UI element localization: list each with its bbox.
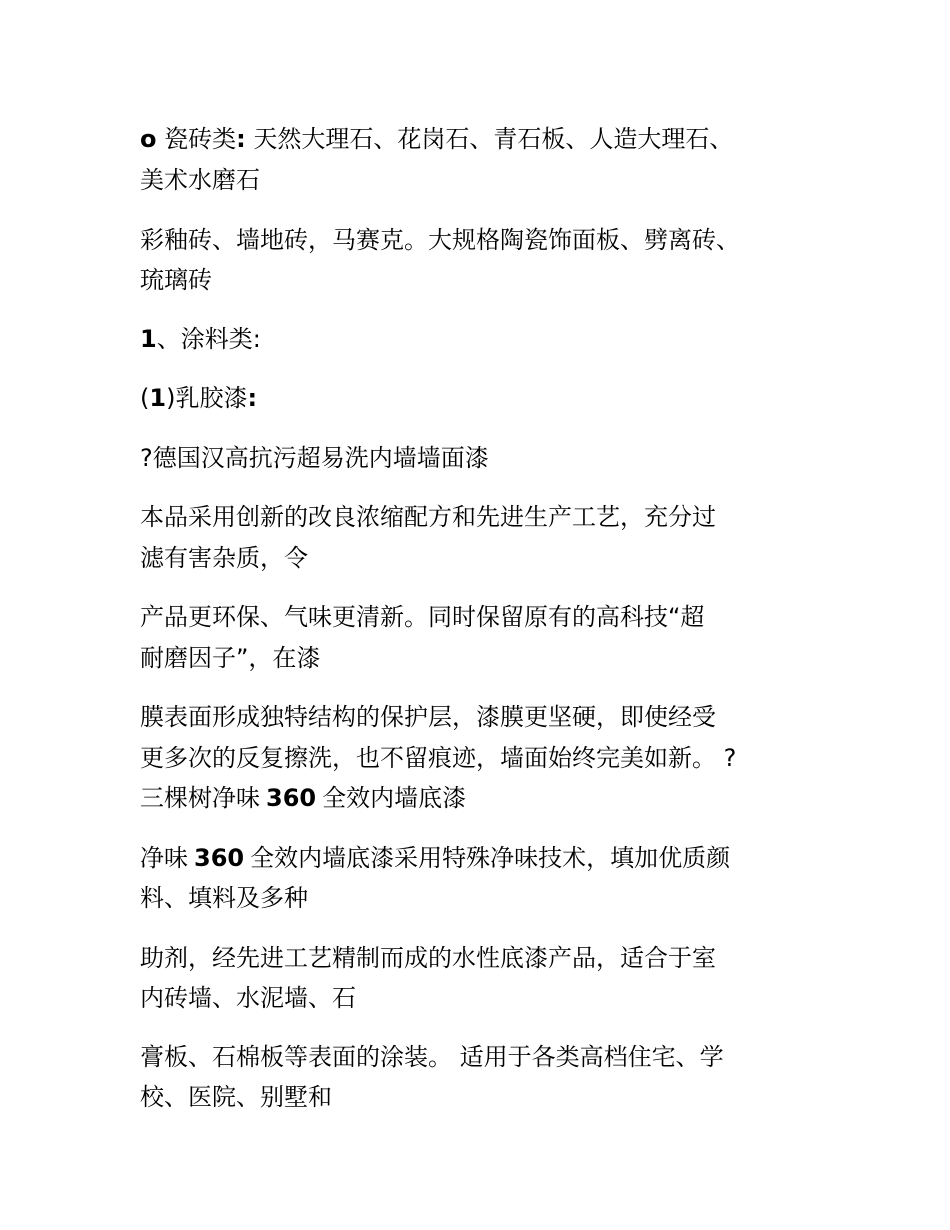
text-line: 净味 360 全效内墙底漆采用特殊净味技术，填加优质颜: [140, 844, 731, 872]
section-heading: 1、涂料类:: [140, 325, 261, 353]
text-line: 滤有害杂质，令: [140, 544, 308, 572]
text-line: 彩釉砖、墙地砖，马赛克。大规格陶瓷饰面板、劈离砖、: [140, 226, 740, 254]
text-line: 膏板、石棉板等表面的涂装。 适用于各类高档住宅、学: [140, 1043, 724, 1071]
text-line: 内砖墙、水泥墙、石: [140, 984, 356, 1012]
text-line: 美术水磨石: [140, 166, 260, 194]
subsection-heading: (1)乳胶漆:: [140, 384, 258, 412]
text-line: 更多次的反复擦洗，也不留痕迹，墙面始终完美如新。 ?: [140, 744, 737, 772]
text-line: 料、填料及多种: [140, 884, 308, 912]
text-line: 耐磨因子”，在漆: [140, 644, 321, 672]
product-title: ?德国汉高抗污超易洗内墙墙面漆: [140, 444, 489, 472]
text-line: 膜表面形成独特结构的保护层，漆膜更坚硬，即使经受: [140, 703, 716, 731]
product-title: 三棵树净味 360 全效内墙底漆: [140, 784, 467, 812]
text-line: 本品采用创新的改良浓缩配方和先进生产工艺，充分过: [140, 503, 716, 531]
text-line: o 瓷砖类: 天然大理石、花岗石、青石板、人造大理石、: [140, 125, 734, 153]
bullet-marker: o: [140, 125, 157, 153]
text-line: 琉璃砖: [140, 266, 212, 294]
text-line: 校、医院、别墅和: [140, 1083, 332, 1111]
text-line: 助剂，经先进工艺精制而成的水性底漆产品，适合于室: [140, 944, 716, 972]
text-line: 产品更环保、气味更清新。同时保留原有的高科技“超: [140, 603, 705, 631]
